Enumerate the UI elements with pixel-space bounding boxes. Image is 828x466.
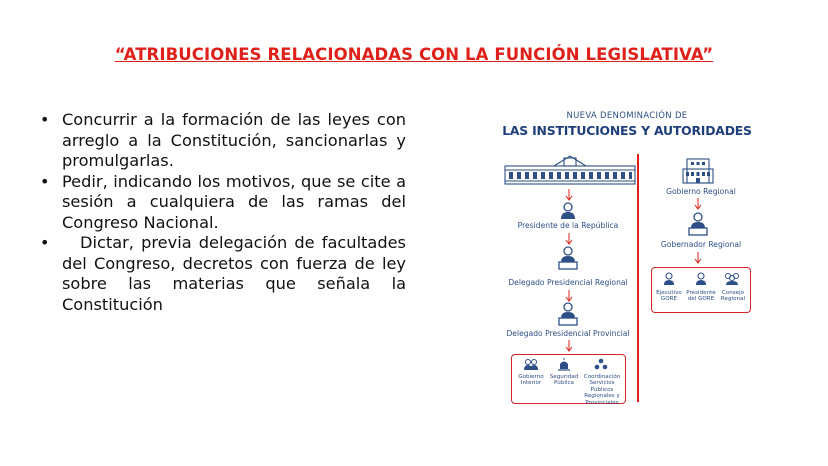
- gore-label: Consejo Regional: [720, 290, 746, 303]
- arrow-down-icon: [565, 189, 573, 201]
- slide-title: “ATRIBUCIONES RELACIONADAS CON LA FUNCIÓN LEGISLATIVA”: [114, 45, 714, 64]
- bullet-item: [38, 110, 406, 172]
- bullet-item: [38, 172, 406, 234]
- function-label: Gobierno Interior: [518, 374, 544, 387]
- person-icon: [695, 272, 707, 286]
- bullet-dot: •: [40, 233, 50, 252]
- people-group-icon: [524, 358, 538, 371]
- president-label: Presidente de la República: [517, 221, 619, 230]
- bullet-item: [38, 233, 406, 315]
- figure-title: LAS INSTITUCIONES Y AUTORIDADES: [502, 123, 752, 138]
- government-building-icon: [683, 157, 713, 185]
- arrow-down-icon: [565, 340, 573, 352]
- person-icon: [663, 272, 675, 286]
- person-at-desk-icon: [558, 302, 578, 326]
- bullet-text: Dictar, previa delegación de facultades del Congreso, decretos con fuerza de ley sobre las materias que señala la Constitución: [62, 233, 406, 314]
- gore-label: Presidente del GORE: [686, 290, 716, 303]
- arrow-down-icon: [694, 252, 702, 264]
- divider-line: [637, 154, 639, 402]
- arrow-down-icon: [565, 233, 573, 245]
- person-at-desk-icon: [558, 246, 578, 270]
- bullet-dot: •: [40, 110, 50, 129]
- people-group-icon: [724, 272, 740, 286]
- bullet-list: [38, 110, 406, 315]
- regional-delegate-label: Delegado Presidencial Regional: [508, 278, 628, 287]
- institutions-figure: [496, 104, 768, 414]
- regional-government-label: Gobierno Regional: [666, 187, 736, 196]
- bullet-text: Pedir, indicando los motivos, que se cite a sesión a cualquiera de las ramas del Congreso Nacional.: [62, 171, 406, 232]
- bullet-text: Concurrir a la formación de las leyes con arreglo a la Constitución, sancionarlas y promulgarlas.: [62, 110, 406, 170]
- bullet-dot: •: [40, 171, 50, 191]
- gore-label: Ejecutivo GORE: [656, 290, 682, 303]
- figure-subtitle: NUEVA DENOMINACIÓN DE: [566, 111, 688, 121]
- person-at-desk-icon: [688, 212, 708, 236]
- congress-building-icon: [504, 154, 636, 186]
- arrow-down-icon: [694, 198, 702, 210]
- siren-icon: [557, 358, 571, 371]
- function-label: Seguridad Pública: [549, 374, 579, 387]
- person-icon: [560, 202, 576, 220]
- function-label: Coordinación Servicios Públicos Regionales y Provinciales: [583, 374, 621, 406]
- arrow-down-icon: [565, 290, 573, 302]
- governor-label: Gobernador Regional: [660, 240, 742, 249]
- provincial-delegate-label: Delegado Presidencial Provincial: [506, 329, 630, 338]
- people-network-icon: [594, 358, 608, 371]
